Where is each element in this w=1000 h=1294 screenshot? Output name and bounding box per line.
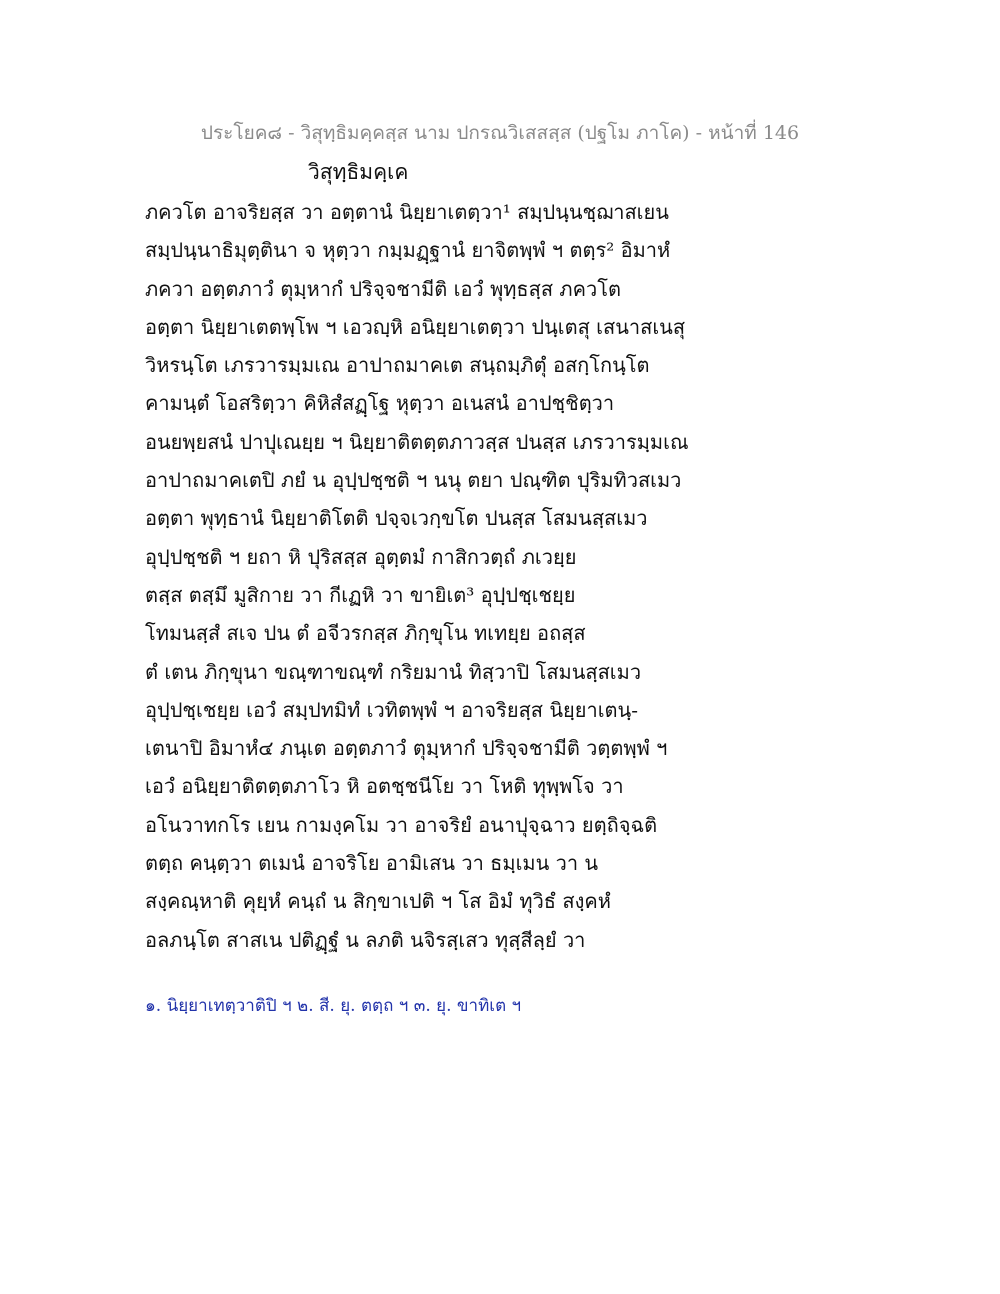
text-line: วิหรนฺโต เภรวารมฺมเณ อาปาถมาคเต สนฺถมฺภิตุํ อสกฺโกนฺโต (145, 353, 650, 378)
text-line: อุปฺปชฺชติ ฯ ยถา หิ ปุริสสฺส อุตฺตมํ กาสิกวตฺถํ ภเวยฺย (145, 544, 577, 569)
footnote: ๑. นิยฺยาเทตฺวาติปิ ฯ ๒. สี. ยุ. ตตฺถ ฯ ๓. ยุ. ขาทิเต ฯ (145, 996, 522, 1016)
text-line: อลภนฺโต สาสเน ปติฏฺฐํ น ลภติ นจิรสฺเสว ทุสฺสีลฺยํ วา (145, 927, 586, 952)
page-header: ประโยค๘ - วิสุทฺธิมคฺคสฺส นาม ปกรณวิเสสสฺส (ปฐโม ภาโค) - หน้าที่ 146 (200, 122, 800, 144)
text-line: ตตฺถ คนฺตฺวา ตเมนํ อาจริโย อามิเสน วา ธมฺเมน วา น (145, 851, 599, 876)
text-line: อุปฺปชฺเชยฺย เอวํ สมฺปทมิทํ เวทิตพฺพํ ฯ อาจริยสฺส นิยฺยาเตนฺ- (145, 697, 638, 722)
text-line: ภควา อตฺตภาวํ ตุมฺหากํ ปริจฺจชามีติ เอวํ พุทฺธสฺส ภควโต (145, 276, 621, 301)
text-line: อตฺตา นิยฺยาเตตพฺโพ ฯ เอวญฺหิ อนิยฺยาเตตฺวา ปนฺเตสุ เสนาสเนสุ (145, 314, 686, 339)
text-line: อโนวาทกโร เยน กามงฺคโม วา อาจริยํ อนาปุจฺฉาว ยตฺถิจฺฉติ (145, 812, 658, 837)
section-title: วิสุทฺธิมคฺเค (308, 160, 409, 184)
text-line: ภควโต อาจริยสฺส วา อตฺตานํ นิยฺยาเตตฺวา¹ สมฺปนฺนชฺฌาสเยน (145, 200, 669, 224)
text-line: อตฺตา พุทฺธานํ นิยฺยาติโตติ ปจฺจเวกฺขโต ปนสฺส โสมนสฺสเมว (145, 506, 648, 531)
text-line: สมฺปนฺนาธิมุตฺตินา จ หุตฺวา กมฺมฏฺฐานํ ยาจิตพฺพํ ฯ ตตฺร² อิมาหํ (145, 238, 671, 263)
text-line: สงฺคณฺหาติ คุยฺหํ คนฺถํ น สิกฺขาเปติ ฯ โส อิมํ ทุวิธํ สงฺคหํ (145, 889, 611, 914)
body-text (145, 193, 689, 959)
text-line: เตนาปิ อิมาหํ๔ ภนฺเต อตฺตภาวํ ตุมฺหากํ ปริจฺจชามีติ วตฺตพฺพํ ฯ (145, 736, 668, 761)
text-line: โทมนสฺสํ สเจ ปน ตํ อจีวรกสฺส ภิกฺขุโน ทเทยฺย อถสฺส (145, 621, 586, 646)
text-line: คามนฺตํ โอสริตฺวา คิหิสํสฏฺโฐ หุตฺวา อเนสนํ อาปชฺชิตฺวา (145, 391, 615, 416)
text-line: ตสฺส ตสฺมึ มูสิกาย วา กีเฏหิ วา ขายิเต³ อุปฺปชฺเชยฺย (145, 582, 576, 607)
text-line: อนยพฺยสนํ ปาปุเณยฺย ฯ นิยฺยาติตตฺตภาวสฺส ปนสฺส เภรวารมฺมเณ (145, 429, 689, 454)
text-line: เอวํ อนิยฺยาติตตฺตภาโว หิ อตชฺชนีโย วา โหติ ทุพฺพโจ วา (145, 774, 624, 799)
text-line: ตํ เตน ภิกฺขุนา ขณฺฑาขณฺฑํ กริยมานํ ทิสฺวาปิ โสมนสฺสเมว (145, 659, 642, 684)
text-line: อาปาถมาคเตปิ ภยํ น อุปฺปชฺชติ ฯ นนุ ตยา ปณฺฑิต ปุริมทิวสเมว (145, 468, 682, 493)
